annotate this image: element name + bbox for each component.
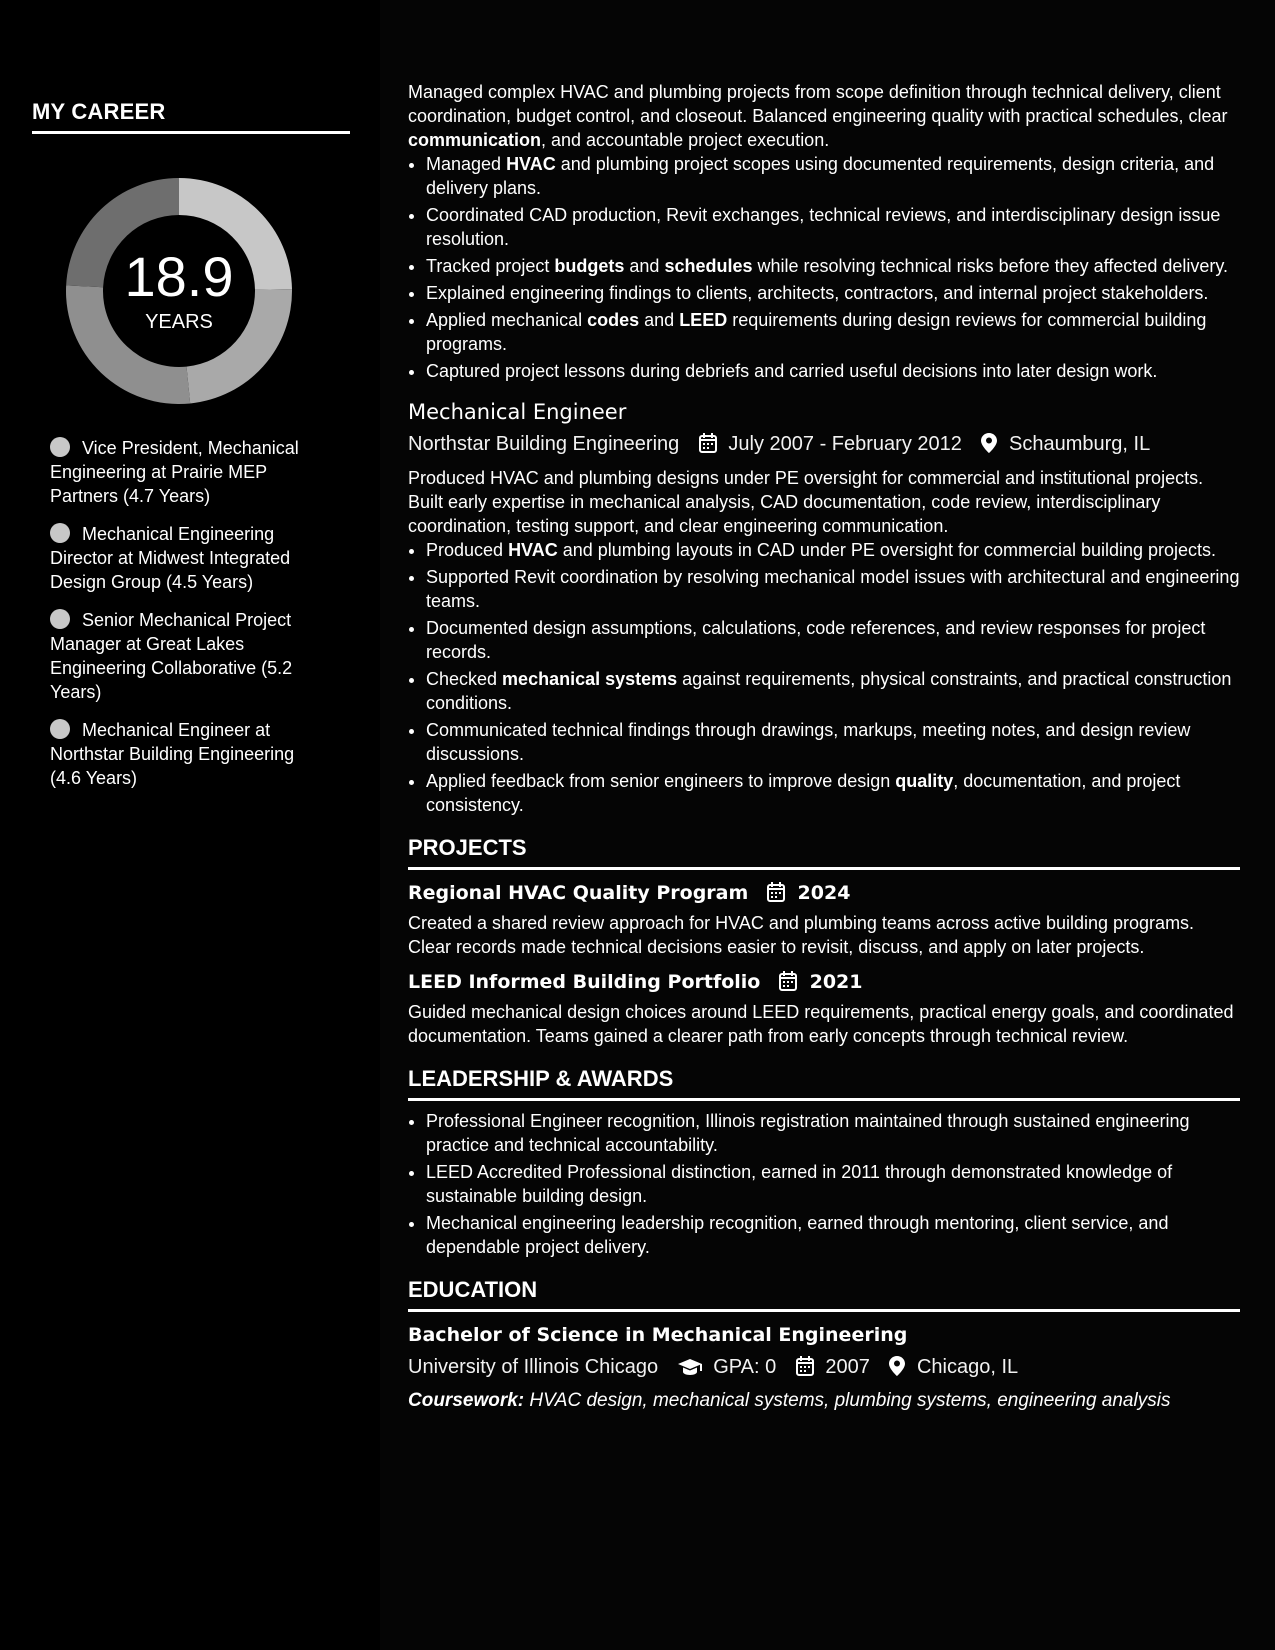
prev-job-bullets <box>408 152 1240 383</box>
job-dates: July 2007 - February 2012 <box>728 433 962 455</box>
role-item <box>50 522 320 594</box>
awards-heading: LEADERSHIP & AWARDS <box>408 1064 1240 1101</box>
calendar-icon <box>796 1355 814 1385</box>
job-location: Schaumburg, IL <box>1009 433 1151 455</box>
job-bullets <box>408 538 1240 817</box>
bullet-dot-icon <box>50 437 70 457</box>
role-item <box>50 718 320 790</box>
career-roles-list <box>50 436 320 804</box>
project-name: LEED Informed Building Portfolio <box>408 971 761 993</box>
resume-content <box>408 80 1240 1413</box>
bullet-dot-icon <box>50 719 70 739</box>
bullet-dot-icon <box>50 609 70 629</box>
project-title <box>408 967 1240 1000</box>
summary-text: , and accountable project execution. <box>541 130 830 150</box>
bullet-item: • Applied feedback from senior engineers to improve design quality, documentation, and project consistency. <box>426 769 1240 817</box>
bullet-dot-icon <box>50 523 70 543</box>
role-item <box>50 608 320 704</box>
role-item <box>50 436 320 508</box>
project-year: 2024 <box>797 882 851 904</box>
role-label: Mechanical Engineering Director at Midwest Integrated Design Group (4.5 Years) <box>50 524 291 592</box>
education-meta <box>408 1352 1240 1385</box>
total-years-unit: YEARS <box>145 310 213 333</box>
project-name: Regional HVAC Quality Program <box>408 882 749 904</box>
coursework-text: HVAC design, mechanical systems, plumbing systems, engineering analysis <box>524 1390 1171 1411</box>
bullet-item: • Supported Revit coordination by resolving mechanical model issues with architectural and engineering teams. <box>426 565 1240 613</box>
projects-heading: PROJECTS <box>408 833 1240 870</box>
project-year: 2021 <box>809 971 863 993</box>
job-title: Mechanical Engineer <box>408 400 627 424</box>
location-pin-icon <box>889 1355 905 1385</box>
award-item: • Mechanical engineering leadership recognition, earned through mentoring, client service, and dependable project delivery. <box>426 1211 1240 1259</box>
job-summary: Produced HVAC and plumbing designs under PE oversight for commercial and institutional projects. Built early expertise in mechanical analysis, CAD documentation, code review, interdisciplinary coordination, testing support, and clear engineering communication. <box>408 468 1204 536</box>
location-pin-icon <box>981 432 997 462</box>
graduation-year: 2007 <box>825 1356 870 1378</box>
bullet-item: • Produced HVAC and plumbing layouts in CAD under PE oversight for commercial building projects. <box>426 538 1240 562</box>
role-label: Vice President, Mechanical Engineering at Prairie MEP Partners (4.7 Years) <box>50 438 299 506</box>
graduation-cap-icon <box>678 1355 702 1385</box>
coursework <box>408 1389 1240 1413</box>
bullet-item: • Managed HVAC and plumbing project scopes using documented requirements, design criteria, and delivery plans. <box>426 152 1240 200</box>
calendar-icon <box>767 881 785 911</box>
role-label: Mechanical Engineer at Northstar Building Engineering (4.6 Years) <box>50 720 295 788</box>
project-description: Guided mechanical design choices around LEED requirements, practical energy goals, and coordinated documentation. Teams gained a clearer path from early concepts through technical review. <box>408 1002 1234 1046</box>
bullet-item: • Tracked project budgets and schedules while resolving technical risks before they affected delivery. <box>426 254 1240 278</box>
calendar-icon <box>779 970 797 1000</box>
company-name: Northstar Building Engineering <box>408 433 680 455</box>
bullet-item: • Coordinated CAD production, Revit exchanges, technical reviews, and interdisciplinary design issue resolution. <box>426 203 1240 251</box>
bullet-item: • Communicated technical findings through drawings, markups, meeting notes, and design review discussions. <box>426 718 1240 766</box>
coursework-label: Coursework: <box>408 1390 525 1411</box>
school-location: Chicago, IL <box>916 1356 1019 1378</box>
award-item: • LEED Accredited Professional distinction, earned in 2011 through demonstrated knowledge of sustainable building design. <box>426 1160 1240 1208</box>
bullet-item: • Documented design assumptions, calculations, code references, and review responses for project records. <box>426 616 1240 664</box>
bullet-item: • Checked mechanical systems against requirements, physical constraints, and practical construction conditions. <box>426 667 1240 715</box>
project-title <box>408 878 1240 911</box>
project-description: Created a shared review approach for HVAC and plumbing teams across active building programs. Clear records made technical decisions easier to revisit, discuss, and apply on later projects. <box>408 913 1195 957</box>
bullet-item: • Captured project lessons during debriefs and carried useful decisions into later design work. <box>426 359 1240 383</box>
summary-text: Managed complex HVAC and plumbing projects from scope definition through technical delivery, client coordination, budget control, and closeout. Balanced engineering quality with practical schedules, clear <box>408 82 1228 126</box>
prev-job-summary <box>408 80 1240 152</box>
award-item: • Professional Engineer recognition, Illinois registration maintained through sustained engineering practice and technical accountability. <box>426 1109 1240 1157</box>
degree-title: Bachelor of Science in Mechanical Engineering <box>408 1324 908 1346</box>
job-meta <box>408 429 1240 462</box>
sidebar <box>0 0 380 1650</box>
role-label: Senior Mechanical Project Manager at Great Lakes Engineering Collaborative (5.2 Years) <box>50 610 293 702</box>
gpa: GPA: 0 <box>713 1356 777 1378</box>
career-years-donut <box>64 176 294 406</box>
donut-center <box>64 176 294 406</box>
awards-list <box>408 1109 1240 1259</box>
total-years-value: 18.9 <box>124 244 234 308</box>
calendar-icon <box>699 432 717 462</box>
career-heading: MY CAREER <box>32 99 350 134</box>
school-name: University of Illinois Chicago <box>408 1356 659 1378</box>
bullet-item: • Applied mechanical codes and LEED requirements during design reviews for commercial building programs. <box>426 308 1240 356</box>
education-heading: EDUCATION <box>408 1275 1240 1312</box>
summary-bold: communication <box>408 130 542 150</box>
bullet-item: • Explained engineering findings to clients, architects, contractors, and internal project stakeholders. <box>426 281 1240 305</box>
